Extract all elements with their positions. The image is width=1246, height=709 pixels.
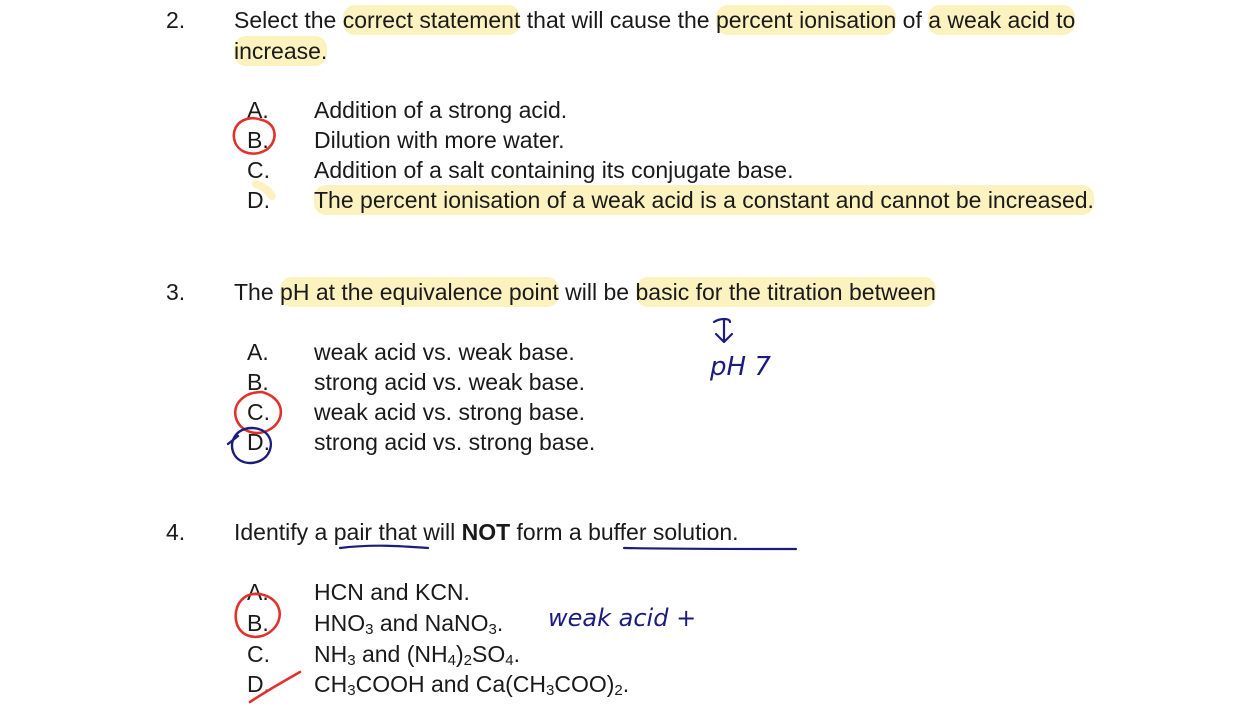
question-3-stem <box>234 281 936 304</box>
option-letter: D. <box>247 187 270 213</box>
formula-part: . <box>622 671 630 697</box>
question-4-stem <box>234 521 739 544</box>
option-text: strong acid vs. strong base. <box>314 429 596 455</box>
formula-subscript: 3 <box>347 652 356 669</box>
option-text: strong acid vs. weak base. <box>314 369 586 395</box>
option-text: Dilution with more water. <box>314 127 565 153</box>
formula-part: SO <box>471 641 506 667</box>
question-2-stem-line2 <box>234 40 327 63</box>
bold-text: NOT <box>461 519 511 545</box>
formula-part: ) <box>455 641 464 667</box>
option-letter: B. <box>247 369 269 395</box>
formula-part: COOH and Ca(CH <box>355 671 547 697</box>
stem-text: Select the <box>234 7 343 33</box>
stem-text: that will cause the <box>520 7 716 33</box>
option-letter: A. <box>247 579 269 605</box>
formula-part: . <box>513 641 520 667</box>
highlighted-text: a weak acid to <box>928 7 1076 33</box>
option-text <box>314 610 504 638</box>
formula-subscript: 3 <box>347 682 356 699</box>
formula-part: . <box>496 610 504 636</box>
stem-text: form <box>510 519 569 545</box>
option-letter: C. <box>247 641 270 667</box>
stem-text: The <box>234 279 281 305</box>
stem-text: will be <box>558 279 636 305</box>
formula-part: NH <box>314 641 348 667</box>
question-2-stem <box>234 9 1075 32</box>
stem-text: that will <box>378 519 462 545</box>
handwritten-ph-note: pH 7 <box>710 352 771 382</box>
option-letter: B. <box>247 610 269 636</box>
highlighted-text: correct statement <box>342 7 521 33</box>
formula-subscript: 2 <box>614 682 623 699</box>
underlined-text: pair <box>333 519 379 545</box>
question-4-number: 4. <box>166 519 186 545</box>
highlighted-text: basic for the titration between <box>635 279 936 305</box>
option-text <box>314 641 520 669</box>
option-text <box>314 671 630 699</box>
stem-text: Identify a <box>234 519 334 545</box>
question-2-number: 2. <box>166 7 186 33</box>
option-text: Addition of a strong acid. <box>314 97 568 123</box>
option-text: weak acid vs. strong base. <box>314 399 586 425</box>
option-letter: D. <box>247 671 270 697</box>
option-letter: A. <box>247 97 269 123</box>
formula-subscript: 3 <box>546 682 555 699</box>
arrow-down-icon <box>714 319 732 342</box>
underline-mark <box>340 546 428 548</box>
underline-mark <box>624 548 796 549</box>
option-letter: C. <box>247 157 270 183</box>
option-text: Addition of a salt containing its conjugate base. <box>314 157 794 183</box>
formula-part: and (NH <box>355 641 448 667</box>
option-text: weak acid vs. weak base. <box>314 339 575 365</box>
formula-part: HNO <box>314 610 366 636</box>
highlighted-text: increase. <box>234 38 328 64</box>
formula-subscript: 3 <box>365 621 374 638</box>
formula-subscript: 4 <box>505 652 514 669</box>
stem-text: of <box>896 7 929 33</box>
formula-part: COO) <box>554 671 615 697</box>
highlighted-text: pH at the equivalence point <box>280 279 559 305</box>
option-letter: B. <box>247 127 269 153</box>
highlighted-text: percent ionisation <box>715 7 897 33</box>
highlighted-text: The percent ionisation of a weak acid is a constant and cannot be increased. <box>314 187 1094 213</box>
option-letter: D. <box>247 429 270 455</box>
option-text: HCN and KCN. <box>314 579 470 605</box>
formula-subscript: 3 <box>488 621 497 638</box>
option-letter: C. <box>247 399 270 425</box>
underlined-text: a buffer solution <box>568 519 733 545</box>
stem-text: . <box>732 519 739 545</box>
formula-subscript: 2 <box>463 652 472 669</box>
formula-part: and NaNO <box>373 610 489 636</box>
blue-pen-tail <box>228 436 238 444</box>
formula-part: CH <box>314 671 348 697</box>
formula-subscript: 4 <box>447 652 456 669</box>
handwritten-weak-acid-note: weak acid + <box>548 604 697 632</box>
question-3-number: 3. <box>166 279 186 305</box>
option-text <box>314 189 1094 212</box>
option-letter: A. <box>247 339 269 365</box>
